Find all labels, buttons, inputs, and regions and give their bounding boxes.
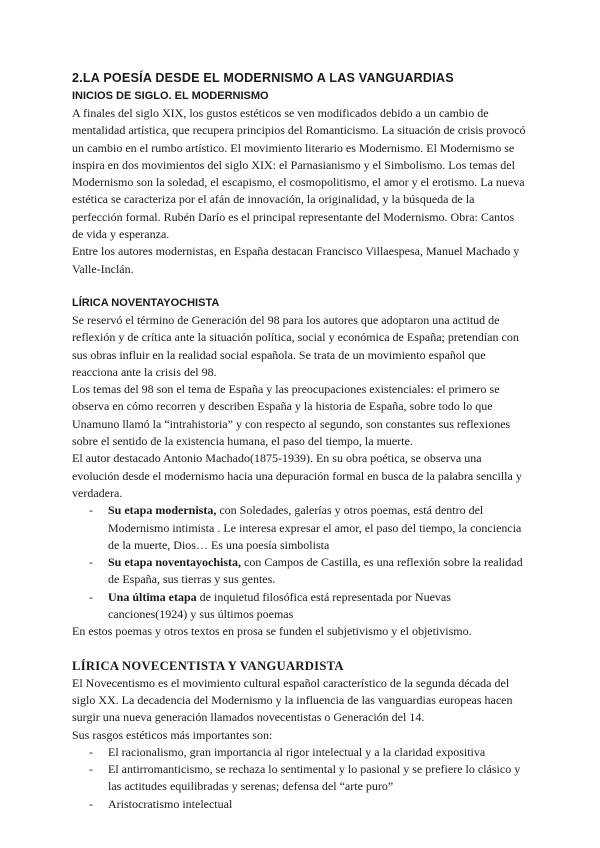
paragraph: Sus rasgos estéticos más importantes son: xyxy=(72,727,273,742)
paragraph: Se reservó el término de Generación del 98 para los autores que adoptaron una actitud de reflexión y de crítica ante la situación política, social y económica de España; pretendían con sus obras influir en la realidad social española. Se trata de un movimiento español que reacciona ante la crisis del 98. xyxy=(72,312,519,379)
spacer xyxy=(72,278,528,295)
list-item xyxy=(72,744,528,761)
document-page xyxy=(72,70,528,813)
list-item xyxy=(72,589,528,624)
list-item xyxy=(72,761,528,796)
dash-bullet: - xyxy=(89,744,93,759)
list-item-bold: Su etapa modernista, xyxy=(108,503,217,518)
list-item-bold: Una última etapa xyxy=(108,589,197,604)
novecentismo-traits-list xyxy=(72,744,528,813)
section-heading-modernismo: INICIOS DE SIGLO. EL MODERNISMO xyxy=(72,90,269,102)
section-heading-novecentista: LÍRICA NOVECENTISTA Y VANGUARDISTA xyxy=(72,658,344,673)
paragraph: El Novecentismo es el movimiento cultural español característico de la segunda década del siglo XX. La decadencia del Modernismo y la influencia de las vanguardias europeas hacen surgir una nueva generación llamados novecentistas o Generación del 14. xyxy=(72,675,513,725)
list-item-text: con Soledades, galerías y otros poemas, está dentro del Modernismo intimista . Le interesa expresar el amor, el paso del tiempo, la conciencia de la muerte, Dios… Es una poesía simbolista xyxy=(108,503,522,552)
document-title: 2.LA POESÍA DESDE EL MODERNISMO A LAS VANGUARDIAS xyxy=(72,71,454,85)
list-item-bold: Su etapa noventayochista, xyxy=(108,555,242,570)
section-heading-noventayochista: LÍRICA NOVENTAYOCHISTA xyxy=(72,296,220,309)
list-item-text: de inquietud filosófica está representada por Nuevas canciones(1924) y sus últimos poemas xyxy=(108,589,451,622)
list-item-text: Aristocratismo intelectual xyxy=(108,796,233,811)
paragraph: A finales del siglo XIX, los gustos estéticos se ven modificados debido a un cambio de mentalidad artística, que recupera principios del Romanticismo. La situación de crisis provocó un cambio en el rumbo artístico. El movimiento literario es Modernismo. El Modernismo se inspira en dos movimientos del siglo XIX: el Parnasianismo y el Simbolismo. Los temas del Modernismo son la soledad, el escapismo, el cosmopolitismo, el amor y el erotismo. La nueva estética se caracteriza por el afán de innovación, la originalidad, y la búsqueda de la perfección formal. Rubén Darío es el principal representante del Modernismo. Obra: Cantos de vida y esperanza. xyxy=(72,106,526,242)
dash-bullet: - xyxy=(89,555,93,570)
list-item-text: El racionalismo, gran importancia al rigor intelectual y a la claridad expositiva xyxy=(108,744,486,759)
dash-bullet: - xyxy=(89,762,93,777)
list-item-text: El antirromanticismo, se rechaza lo sentimental y lo pasional y se prefiere lo clásico y las actitudes equilibradas y serenas; defensa del “arte puro” xyxy=(108,762,521,794)
list-item xyxy=(72,796,528,813)
dash-bullet: - xyxy=(89,796,93,811)
spacer xyxy=(72,641,528,658)
paragraph: El autor destacado Antonio Machado(1875-1939). En su obra poética, se observa una evolución desde el modernismo hacia una depuración formal en busca de la palabra sencilla y verdadera. xyxy=(72,451,522,500)
paragraph: Los temas del 98 son el tema de España y las preocupaciones existenciales: el primero se observa en cómo recorren y describen España y la historia de España, sobre todo lo que Unamuno llamó la “intrahistoria” y con respecto al segundo, son constantes sus reflexiones sobre el sentido de la existencia humana, el paso del tiempo, la muerte. xyxy=(72,382,511,449)
machado-stages-list xyxy=(72,502,528,623)
dash-bullet: - xyxy=(89,503,93,518)
paragraph: En estos poemas y otros textos en prosa se funden el subjetivismo y el objetivismo. xyxy=(72,624,472,639)
list-item xyxy=(72,502,528,554)
paragraph: Entre los autores modernistas, en España destacan Francisco Villaespesa, Manuel Machado y Valle-Inclán. xyxy=(72,244,520,276)
list-item-text: con Campos de Castilla, es una reflexión sobre la realidad de España, sus tierras y sus gentes. xyxy=(108,555,523,587)
dash-bullet: - xyxy=(89,589,93,604)
list-item xyxy=(72,554,528,589)
